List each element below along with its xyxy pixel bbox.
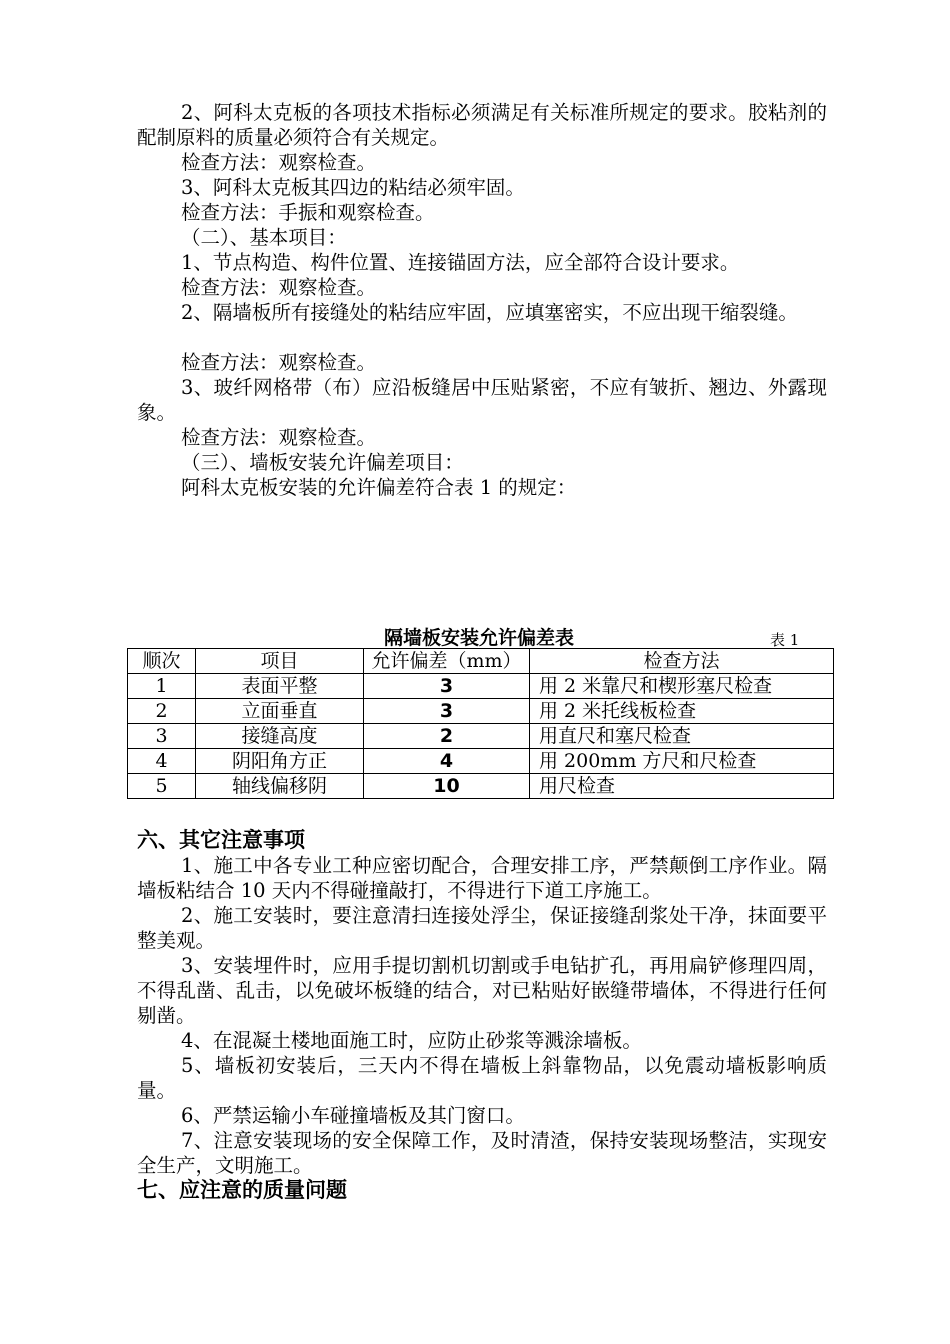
tolerance-subtitle: （三）、墙板安装允许偏差项目：	[181, 451, 464, 474]
paragraph-basic-item-3: 3、玻纤网格带（布）应沿板缝居中压贴紧密，不应有皱折、翘边、外露现象。	[137, 376, 827, 424]
table-header-cell: 顺次	[128, 649, 196, 674]
table-header-cell: 允许偏差（mm）	[364, 649, 530, 674]
table-row	[128, 699, 834, 724]
table-header-cell: 检查方法	[530, 649, 834, 674]
table-cell: 轴线偏移阴	[196, 774, 364, 799]
table-number: 表 1	[770, 631, 800, 649]
section-7-heading: 七、应注意的质量问题	[137, 1178, 347, 1202]
notice-item-5: 5、墙板初安装后，三天内不得在墙板上斜靠物品，以免震动墙板影响质量。	[137, 1054, 827, 1102]
notice-item-4: 4、在混凝土楼地面施工时，应防止砂浆等溅涂墙板。	[181, 1029, 642, 1052]
check-method-line: 检查方法：观察检查。	[181, 351, 377, 374]
table-caption: 隔墙板安装允许偏差表	[384, 627, 575, 649]
table-cell: 3	[128, 724, 196, 749]
table-row	[128, 774, 834, 799]
table-cell: 表面平整	[196, 674, 364, 699]
table-cell: 4	[364, 749, 530, 774]
table-cell: 2	[128, 699, 196, 724]
table-cell: 3	[364, 674, 530, 699]
table-cell: 3	[364, 699, 530, 724]
notice-item-7: 7、注意安装现场的安全保障工作，及时清渣，保持安装现场整洁，实现安全生产，文明施工。	[137, 1129, 827, 1177]
table-cell: 用 2 米托线板检查	[530, 699, 834, 724]
table-cell: 4	[128, 749, 196, 774]
table-cell: 1	[128, 674, 196, 699]
notice-item-1: 1、施工中各专业工种应密切配合，合理安排工序，严禁颠倒工序作业。隔墙板粘结合 10 天内不得碰撞敲打，不得进行下道工序施工。	[137, 854, 827, 902]
check-method-line: 检查方法：观察检查。	[181, 151, 377, 174]
table-cell: 用 200mm 方尺和尺检查	[530, 749, 834, 774]
paragraph-main-item-2: 2、阿科太克板的各项技术指标必须满足有关标准所规定的要求。胶粘剂的配制原料的质量必须符合有关规定。	[137, 101, 827, 149]
table-header-row	[128, 649, 834, 674]
notice-item-2: 2、施工安装时，要注意清扫连接处浮尘，保证接缝刮浆处干净，抹面要平整美观。	[137, 904, 827, 952]
table-row	[128, 749, 834, 774]
check-method-line: 检查方法：手振和观察检查。	[181, 201, 435, 224]
section-6-heading: 六、其它注意事项	[137, 828, 305, 852]
paragraph-main-item-3: 3、阿科太克板其四边的粘结必须牢固。	[181, 176, 525, 199]
table-row	[128, 674, 834, 699]
tolerance-intro: 阿科太克板安装的允许偏差符合表 1 的规定：	[181, 476, 577, 499]
table-cell: 阴阳角方正	[196, 749, 364, 774]
table-cell: 10	[364, 774, 530, 799]
table-cell: 用 2 米靠尺和楔形塞尺检查	[530, 674, 834, 699]
table-cell: 立面垂直	[196, 699, 364, 724]
table-cell: 5	[128, 774, 196, 799]
notice-item-3: 3、安装埋件时，应用手提切割机切割或手电钻扩孔，再用扁铲修理四周，不得乱凿、乱击，以免破坏板缝的结合，对已粘贴好嵌缝带墙体，不得进行任何剔凿。	[137, 954, 827, 1027]
check-method-line: 检查方法：观察检查。	[181, 276, 377, 299]
paragraph-basic-item-2: 2、隔墙板所有接缝处的粘结应牢固，应填塞密实，不应出现干缩裂缝。	[181, 301, 798, 324]
table-cell: 用尺检查	[530, 774, 834, 799]
tolerance-table	[127, 648, 834, 799]
table-cell: 接缝高度	[196, 724, 364, 749]
notice-item-6: 6、严禁运输小车碰撞墙板及其门窗口。	[181, 1104, 525, 1127]
check-method-line: 检查方法：观察检查。	[181, 426, 377, 449]
paragraph-basic-item-1: 1、节点构造、构件位置、连接锚固方法，应全部符合设计要求。	[181, 251, 740, 274]
basic-items-subtitle: （二）、基本项目：	[181, 226, 347, 249]
table-row	[128, 724, 834, 749]
table-cell: 2	[364, 724, 530, 749]
table-header-cell: 项目	[196, 649, 364, 674]
table-cell: 用直尺和塞尺检查	[530, 724, 834, 749]
